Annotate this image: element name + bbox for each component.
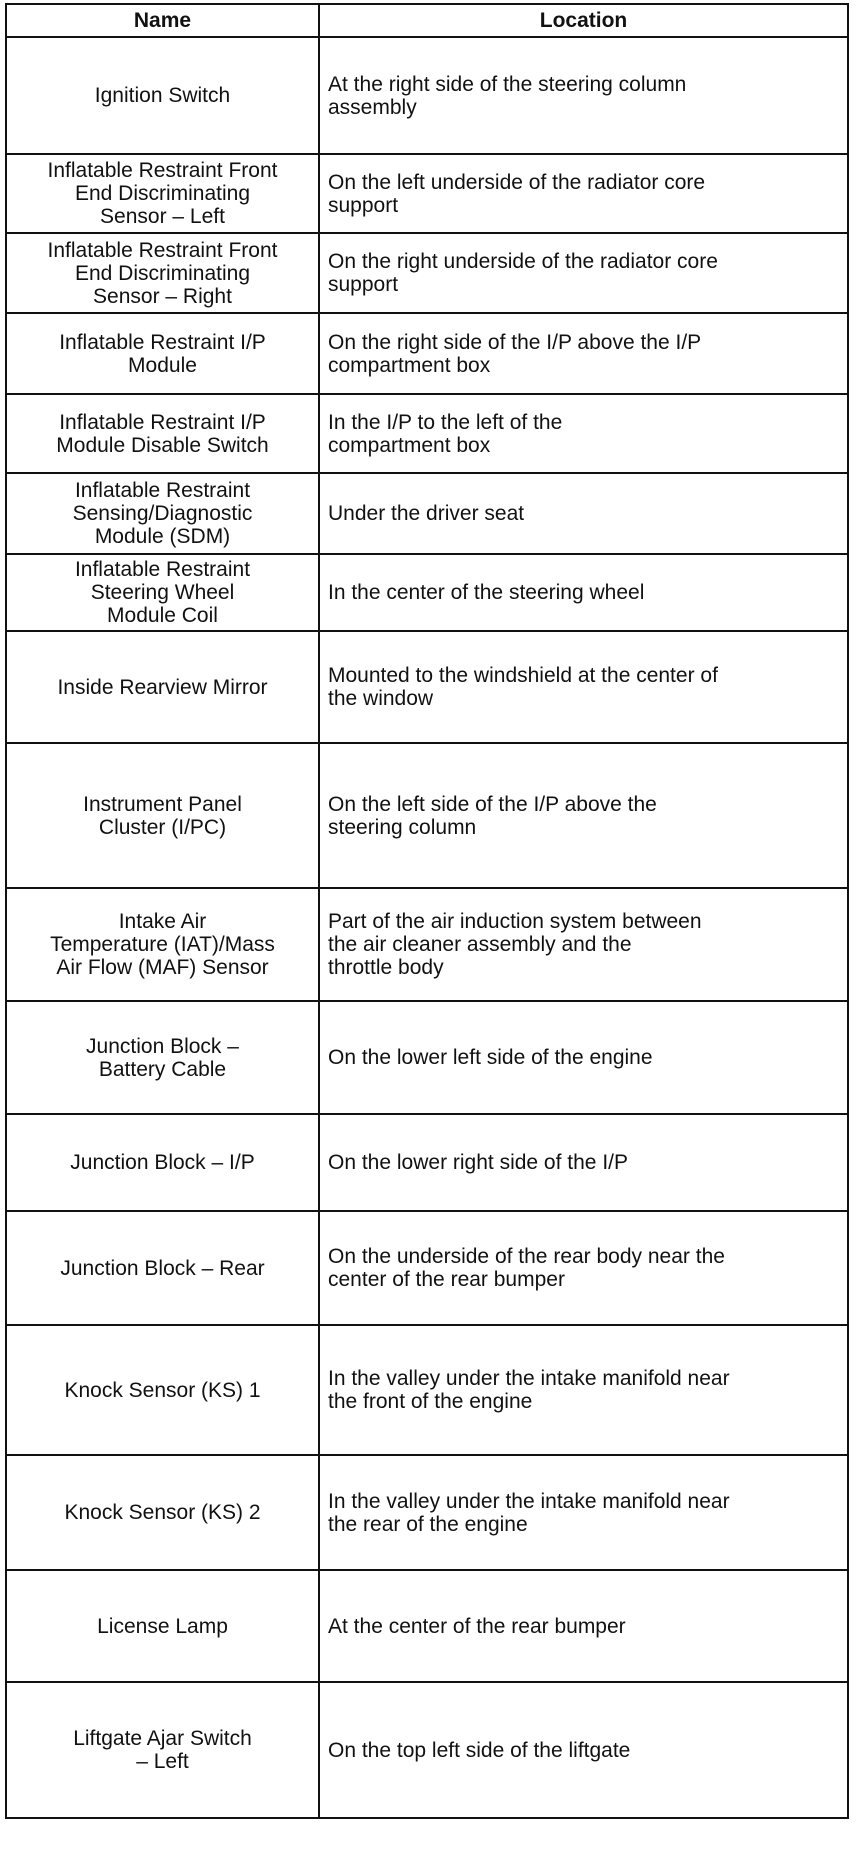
component-location: Under the driver seat bbox=[319, 473, 848, 554]
component-name: Inflatable Restraint Sensing/Diagnostic Module (SDM) bbox=[6, 473, 319, 554]
table-row bbox=[6, 631, 848, 743]
component-name: Instrument Panel Cluster (I/PC) bbox=[6, 743, 319, 888]
component-name: Junction Block – I/P bbox=[6, 1114, 319, 1211]
component-name: Inflatable Restraint I/P Module Disable Switch bbox=[6, 394, 319, 473]
component-name: Junction Block – Rear bbox=[6, 1211, 319, 1325]
component-location: On the right underside of the radiator core support bbox=[319, 233, 848, 313]
component-name: Intake Air Temperature (IAT)/Mass Air Flow (MAF) Sensor bbox=[6, 888, 319, 1001]
table-row bbox=[6, 154, 848, 233]
component-location: At the center of the rear bumper bbox=[319, 1570, 848, 1682]
component-name: Ignition Switch bbox=[6, 37, 319, 154]
component-location: Part of the air induction system between the air cleaner assembly and the throttle body bbox=[319, 888, 848, 1001]
component-name: Inflatable Restraint Steering Wheel Module Coil bbox=[6, 554, 319, 631]
component-name: Inside Rearview Mirror bbox=[6, 631, 319, 743]
component-location: On the top left side of the liftgate bbox=[319, 1682, 848, 1818]
component-location: In the I/P to the left of the compartment box bbox=[319, 394, 848, 473]
component-name: Inflatable Restraint Front End Discriminating Sensor – Left bbox=[6, 154, 319, 233]
table-row bbox=[6, 37, 848, 154]
table-row bbox=[6, 743, 848, 888]
component-name: Inflatable Restraint Front End Discriminating Sensor – Right bbox=[6, 233, 319, 313]
table-row bbox=[6, 233, 848, 313]
table-row bbox=[6, 1001, 848, 1114]
table-row bbox=[6, 1455, 848, 1570]
component-location: On the underside of the rear body near the center of the rear bumper bbox=[319, 1211, 848, 1325]
table-row bbox=[6, 554, 848, 631]
location-column-header: Location bbox=[319, 4, 848, 37]
component-name: Liftgate Ajar Switch – Left bbox=[6, 1682, 319, 1818]
table-row bbox=[6, 1570, 848, 1682]
component-location: On the right side of the I/P above the I/P compartment box bbox=[319, 313, 848, 394]
component-location: On the left side of the I/P above the steering column bbox=[319, 743, 848, 888]
component-location: In the valley under the intake manifold near the rear of the engine bbox=[319, 1455, 848, 1570]
table-row bbox=[6, 1211, 848, 1325]
name-column-header: Name bbox=[6, 4, 319, 37]
component-name: Inflatable Restraint I/P Module bbox=[6, 313, 319, 394]
table-row bbox=[6, 1114, 848, 1211]
component-name: License Lamp bbox=[6, 1570, 319, 1682]
component-name: Junction Block – Battery Cable bbox=[6, 1001, 319, 1114]
component-location: On the lower left side of the engine bbox=[319, 1001, 848, 1114]
component-location-table bbox=[5, 3, 849, 1819]
component-location: In the center of the steering wheel bbox=[319, 554, 848, 631]
table-row bbox=[6, 473, 848, 554]
component-location: In the valley under the intake manifold near the front of the engine bbox=[319, 1325, 848, 1455]
table-row bbox=[6, 394, 848, 473]
component-location: At the right side of the steering column assembly bbox=[319, 37, 848, 154]
component-location: Mounted to the windshield at the center of the window bbox=[319, 631, 848, 743]
component-location: On the lower right side of the I/P bbox=[319, 1114, 848, 1211]
component-name: Knock Sensor (KS) 1 bbox=[6, 1325, 319, 1455]
component-location: On the left underside of the radiator core support bbox=[319, 154, 848, 233]
component-name: Knock Sensor (KS) 2 bbox=[6, 1455, 319, 1570]
header-row bbox=[6, 4, 848, 37]
table-row bbox=[6, 313, 848, 394]
table-row bbox=[6, 1682, 848, 1818]
table-row bbox=[6, 888, 848, 1001]
table-row bbox=[6, 1325, 848, 1455]
